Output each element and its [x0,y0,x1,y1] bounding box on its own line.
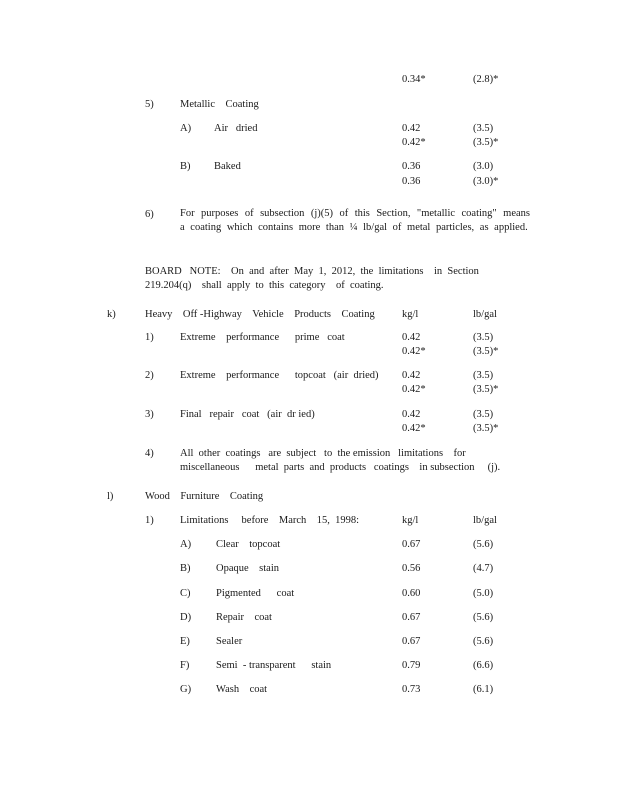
heavy-item1-kg2: 0.42* [402,346,426,357]
metallic-a-label: Air dried [214,123,258,134]
metallic-a-lb1: (3.5) [473,123,494,134]
wood-row-b-label: Opaque stain [216,563,279,574]
wood-row-e-letter: E) [180,636,190,647]
heavy-item2-lb1: (3.5) [473,370,494,381]
heavy-item1-label: Extreme performance prime coat [180,332,345,343]
wood-row-d-kg: 0.67 [402,612,421,623]
heavy-item3-lb1: (3.5) [473,409,494,420]
wood-lb-header: lb/gal [473,515,497,526]
heavy-item2-lb2: (3.5)* [473,384,499,395]
heavy-item1-lb2: (3.5)* [473,346,499,357]
heavy-item1-kg1: 0.42 [402,332,421,343]
wood-row-a-letter: A) [180,539,192,550]
wood-kg-header: kg/l [402,515,419,526]
wood-row-c-label: Pigmented coat [216,588,295,599]
top-row-kg: 0.34* [402,74,426,85]
item6-number: 6) [145,209,154,220]
metallic-b-kg2: 0.36 [402,176,421,187]
wood-row-d-label: Repair coat [216,612,272,623]
heavy-item3-kg2: 0.42* [402,423,426,434]
wood-row-a-kg: 0.67 [402,539,421,550]
heavy-item1-lb1: (3.5) [473,332,494,343]
metallic-number: 5) [145,99,154,110]
heavy-item4-line1: All other coatings are subject to the emission limitations for [180,448,466,459]
wood-title: Wood Furniture Coating [145,491,264,502]
metallic-b-label: Baked [214,161,241,172]
wood-item1-label: Limitations before March 15, 1998: [180,515,360,526]
item6-text: For purposes of subsection (j)(5) of this Section, "metallic coating" means a coating which contains more than ¼ lb/gal of metal particles, as applied. [180,208,530,233]
wood-row-b-lb: (4.7) [473,563,494,574]
wood-row-f-label: Semi - transparent stain [216,660,332,671]
wood-row-g-kg: 0.73 [402,684,421,695]
wood-letter: l) [107,491,114,502]
heavy-item3-number: 3) [145,409,154,420]
metallic-b-lb1: (3.0) [473,161,494,172]
wood-row-e-kg: 0.67 [402,636,421,647]
metallic-a-kg2: 0.42* [402,137,426,148]
heavy-letter: k) [107,309,116,320]
wood-row-d-lb: (5.6) [473,612,494,623]
board-note-line2: 219.204(q) shall apply to this category of coating. [145,280,384,291]
metallic-a-letter: A) [180,123,192,134]
heavy-item4-line2: miscellaneous metal parts and products coatings in subsection (j). [180,462,501,473]
wood-row-e-label: Sealer [216,636,243,647]
metallic-b-kg1: 0.36 [402,161,421,172]
metallic-b-letter: B) [180,161,191,172]
wood-row-f-kg: 0.79 [402,660,421,671]
wood-row-b-letter: B) [180,563,191,574]
heavy-item3-lb2: (3.5)* [473,423,499,434]
heavy-item1-number: 1) [145,332,154,343]
board-note-line1: BOARD NOTE: On and after May 1, 2012, the limitations in Section [145,266,479,277]
heavy-item2-label: Extreme performance topcoat (air dried) [180,370,379,381]
wood-row-a-label: Clear topcoat [216,539,281,550]
heavy-lb-header: lb/gal [473,309,497,320]
heavy-item3-label: Final repair coat (air dr ied) [180,409,315,420]
wood-row-c-letter: C) [180,588,191,599]
wood-row-c-kg: 0.60 [402,588,421,599]
heavy-item4-number: 4) [145,448,154,459]
heavy-title: Heavy Off -Highway Vehicle Products Coating [145,309,375,320]
metallic-b-lb2: (3.0)* [473,176,499,187]
wood-row-d-letter: D) [180,612,192,623]
wood-row-f-lb: (6.6) [473,660,494,671]
metallic-a-lb2: (3.5)* [473,137,499,148]
top-row-lb: (2.8)* [473,74,499,85]
wood-row-e-lb: (5.6) [473,636,494,647]
heavy-item2-number: 2) [145,370,154,381]
wood-row-f-letter: F) [180,660,190,671]
wood-row-c-lb: (5.0) [473,588,494,599]
wood-row-g-label: Wash coat [216,684,268,695]
heavy-item3-kg1: 0.42 [402,409,421,420]
wood-item1-number: 1) [145,515,154,526]
wood-row-g-lb: (6.1) [473,684,494,695]
wood-row-a-lb: (5.6) [473,539,494,550]
metallic-title: Metallic Coating [180,99,259,110]
heavy-item2-kg1: 0.42 [402,370,421,381]
wood-row-b-kg: 0.56 [402,563,421,574]
heavy-kg-header: kg/l [402,309,419,320]
metallic-a-kg1: 0.42 [402,123,421,134]
wood-row-g-letter: G) [180,684,192,695]
heavy-item2-kg2: 0.42* [402,384,426,395]
